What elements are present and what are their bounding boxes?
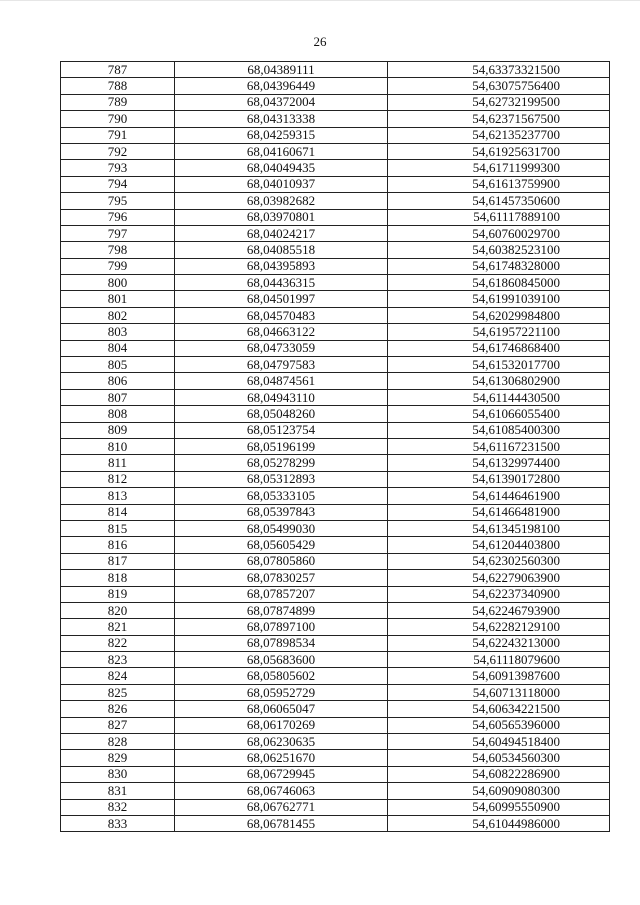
point-number-cell: 788 [61,78,175,94]
table-row [61,586,610,602]
table-row [61,766,610,782]
point-number-cell: 813 [61,488,175,504]
x-coordinate-cell: 68,04085518 [175,242,388,258]
y-coordinate-cell: 54,62302560300 [388,553,610,569]
point-number-cell: 790 [61,111,175,127]
table-row [61,160,610,176]
point-number-cell: 808 [61,406,175,422]
table-row [61,717,610,733]
x-coordinate-cell: 68,07857207 [175,586,388,602]
table-row [61,799,610,815]
table-row [61,111,610,127]
y-coordinate-cell: 54,61117889100 [388,209,610,225]
y-coordinate-cell: 54,61466481900 [388,504,610,520]
x-coordinate-cell: 68,03982682 [175,193,388,209]
point-number-cell: 827 [61,717,175,733]
point-number-cell: 833 [61,815,175,831]
table-row [61,668,610,684]
table-row [61,143,610,159]
y-coordinate-cell: 54,63075756400 [388,78,610,94]
y-coordinate-cell: 54,61118079600 [388,652,610,668]
table-row [61,176,610,192]
table-row [61,340,610,356]
x-coordinate-cell: 68,04313338 [175,111,388,127]
y-coordinate-cell: 54,61306802900 [388,373,610,389]
x-coordinate-cell: 68,06170269 [175,717,388,733]
x-coordinate-cell: 68,03970801 [175,209,388,225]
coordinates-table-body [61,62,610,832]
x-coordinate-cell: 68,06729945 [175,766,388,782]
point-number-cell: 787 [61,62,175,78]
point-number-cell: 806 [61,373,175,389]
point-number-cell: 821 [61,619,175,635]
point-number-cell: 795 [61,193,175,209]
point-number-cell: 796 [61,209,175,225]
table-row [61,471,610,487]
table-row [61,62,610,78]
x-coordinate-cell: 68,07898534 [175,635,388,651]
point-number-cell: 817 [61,553,175,569]
table-row [61,225,610,241]
x-coordinate-cell: 68,05805602 [175,668,388,684]
y-coordinate-cell: 54,60534560300 [388,750,610,766]
y-coordinate-cell: 54,60760029700 [388,225,610,241]
table-row [61,570,610,586]
table-row [61,652,610,668]
x-coordinate-cell: 68,04160671 [175,143,388,159]
point-number-cell: 829 [61,750,175,766]
point-number-cell: 831 [61,783,175,799]
table-row [61,488,610,504]
y-coordinate-cell: 54,61446461900 [388,488,610,504]
y-coordinate-cell: 54,61711999300 [388,160,610,176]
point-number-cell: 797 [61,225,175,241]
y-coordinate-cell: 54,62246793900 [388,602,610,618]
y-coordinate-cell: 54,62237340900 [388,586,610,602]
point-number-cell: 815 [61,520,175,536]
x-coordinate-cell: 68,04733059 [175,340,388,356]
y-coordinate-cell: 54,62135237700 [388,127,610,143]
point-number-cell: 802 [61,307,175,323]
point-number-cell: 812 [61,471,175,487]
x-coordinate-cell: 68,04436315 [175,275,388,291]
x-coordinate-cell: 68,05312893 [175,471,388,487]
y-coordinate-cell: 54,60995550900 [388,799,610,815]
x-coordinate-cell: 68,04501997 [175,291,388,307]
point-number-cell: 805 [61,357,175,373]
point-number-cell: 825 [61,684,175,700]
y-coordinate-cell: 54,61457350600 [388,193,610,209]
y-coordinate-cell: 54,61144430500 [388,389,610,405]
x-coordinate-cell: 68,05333105 [175,488,388,504]
point-number-cell: 799 [61,258,175,274]
table-row [61,635,610,651]
y-coordinate-cell: 54,62282129100 [388,619,610,635]
table-row [61,815,610,831]
y-coordinate-cell: 54,60822286900 [388,766,610,782]
point-number-cell: 823 [61,652,175,668]
y-coordinate-cell: 54,61345198100 [388,520,610,536]
table-row [61,455,610,471]
x-coordinate-cell: 68,05683600 [175,652,388,668]
point-number-cell: 832 [61,799,175,815]
point-number-cell: 830 [61,766,175,782]
point-number-cell: 828 [61,734,175,750]
point-number-cell: 792 [61,143,175,159]
point-number-cell: 791 [61,127,175,143]
x-coordinate-cell: 68,05397843 [175,504,388,520]
table-row [61,438,610,454]
y-coordinate-cell: 54,61748328000 [388,258,610,274]
y-coordinate-cell: 54,60909080300 [388,783,610,799]
x-coordinate-cell: 68,04389111 [175,62,388,78]
table-row [61,373,610,389]
y-coordinate-cell: 54,63373321500 [388,62,610,78]
y-coordinate-cell: 54,61925631700 [388,143,610,159]
x-coordinate-cell: 68,04570483 [175,307,388,323]
x-coordinate-cell: 68,06251670 [175,750,388,766]
table-row [61,406,610,422]
point-number-cell: 789 [61,94,175,110]
x-coordinate-cell: 68,04663122 [175,324,388,340]
table-row [61,193,610,209]
point-number-cell: 793 [61,160,175,176]
x-coordinate-cell: 68,04372004 [175,94,388,110]
point-number-cell: 798 [61,242,175,258]
table-row [61,520,610,536]
table-row [61,734,610,750]
table-row [61,307,610,323]
x-coordinate-cell: 68,04259315 [175,127,388,143]
coordinates-table [60,61,610,832]
table-row [61,684,610,700]
point-number-cell: 804 [61,340,175,356]
table-row [61,422,610,438]
x-coordinate-cell: 68,05048260 [175,406,388,422]
table-row [61,209,610,225]
point-number-cell: 824 [61,668,175,684]
x-coordinate-cell: 68,04396449 [175,78,388,94]
x-coordinate-cell: 68,07830257 [175,570,388,586]
table-row [61,258,610,274]
x-coordinate-cell: 68,06065047 [175,701,388,717]
page-edge [0,0,640,1]
table-row [61,357,610,373]
table-row [61,324,610,340]
table-row [61,537,610,553]
y-coordinate-cell: 54,60382523100 [388,242,610,258]
x-coordinate-cell: 68,04049435 [175,160,388,176]
x-coordinate-cell: 68,05605429 [175,537,388,553]
y-coordinate-cell: 54,61204403800 [388,537,610,553]
x-coordinate-cell: 68,06230635 [175,734,388,750]
x-coordinate-cell: 68,04395893 [175,258,388,274]
point-number-cell: 822 [61,635,175,651]
point-number-cell: 803 [61,324,175,340]
y-coordinate-cell: 54,62279063900 [388,570,610,586]
y-coordinate-cell: 54,61044986000 [388,815,610,831]
y-coordinate-cell: 54,61085400300 [388,422,610,438]
y-coordinate-cell: 54,61746868400 [388,340,610,356]
x-coordinate-cell: 68,06762771 [175,799,388,815]
y-coordinate-cell: 54,60913987600 [388,668,610,684]
point-number-cell: 826 [61,701,175,717]
y-coordinate-cell: 54,61613759900 [388,176,610,192]
page-number: 26 [313,34,327,49]
x-coordinate-cell: 68,04874561 [175,373,388,389]
table-row [61,504,610,520]
y-coordinate-cell: 54,61860845000 [388,275,610,291]
x-coordinate-cell: 68,07874899 [175,602,388,618]
y-coordinate-cell: 54,61532017700 [388,357,610,373]
point-number-cell: 814 [61,504,175,520]
table-row [61,242,610,258]
point-number-cell: 809 [61,422,175,438]
x-coordinate-cell: 68,06781455 [175,815,388,831]
y-coordinate-cell: 54,61390172800 [388,471,610,487]
point-number-cell: 819 [61,586,175,602]
y-coordinate-cell: 54,62371567500 [388,111,610,127]
y-coordinate-cell: 54,62029984800 [388,307,610,323]
table-row [61,750,610,766]
table-row [61,389,610,405]
y-coordinate-cell: 54,60565396000 [388,717,610,733]
x-coordinate-cell: 68,07805860 [175,553,388,569]
y-coordinate-cell: 54,60634221500 [388,701,610,717]
y-coordinate-cell: 54,61329974400 [388,455,610,471]
y-coordinate-cell: 54,61066055400 [388,406,610,422]
point-number-cell: 794 [61,176,175,192]
y-coordinate-cell: 54,61991039100 [388,291,610,307]
point-number-cell: 820 [61,602,175,618]
table-row [61,783,610,799]
table-row [61,619,610,635]
x-coordinate-cell: 68,04024217 [175,225,388,241]
y-coordinate-cell: 54,61957221100 [388,324,610,340]
y-coordinate-cell: 54,60713118000 [388,684,610,700]
x-coordinate-cell: 68,05278299 [175,455,388,471]
table-row [61,275,610,291]
point-number-cell: 801 [61,291,175,307]
point-number-cell: 811 [61,455,175,471]
table-row [61,291,610,307]
y-coordinate-cell: 54,60494518400 [388,734,610,750]
x-coordinate-cell: 68,04010937 [175,176,388,192]
point-number-cell: 807 [61,389,175,405]
point-number-cell: 818 [61,570,175,586]
x-coordinate-cell: 68,04797583 [175,357,388,373]
point-number-cell: 816 [61,537,175,553]
y-coordinate-cell: 54,62243213000 [388,635,610,651]
x-coordinate-cell: 68,04943110 [175,389,388,405]
x-coordinate-cell: 68,05123754 [175,422,388,438]
point-number-cell: 800 [61,275,175,291]
y-coordinate-cell: 54,61167231500 [388,438,610,454]
x-coordinate-cell: 68,05499030 [175,520,388,536]
x-coordinate-cell: 68,05196199 [175,438,388,454]
y-coordinate-cell: 54,62732199500 [388,94,610,110]
table-row [61,78,610,94]
table-row [61,701,610,717]
x-coordinate-cell: 68,05952729 [175,684,388,700]
point-number-cell: 810 [61,438,175,454]
table-row [61,602,610,618]
table-row [61,553,610,569]
table-row [61,127,610,143]
x-coordinate-cell: 68,06746063 [175,783,388,799]
x-coordinate-cell: 68,07897100 [175,619,388,635]
table-row [61,94,610,110]
